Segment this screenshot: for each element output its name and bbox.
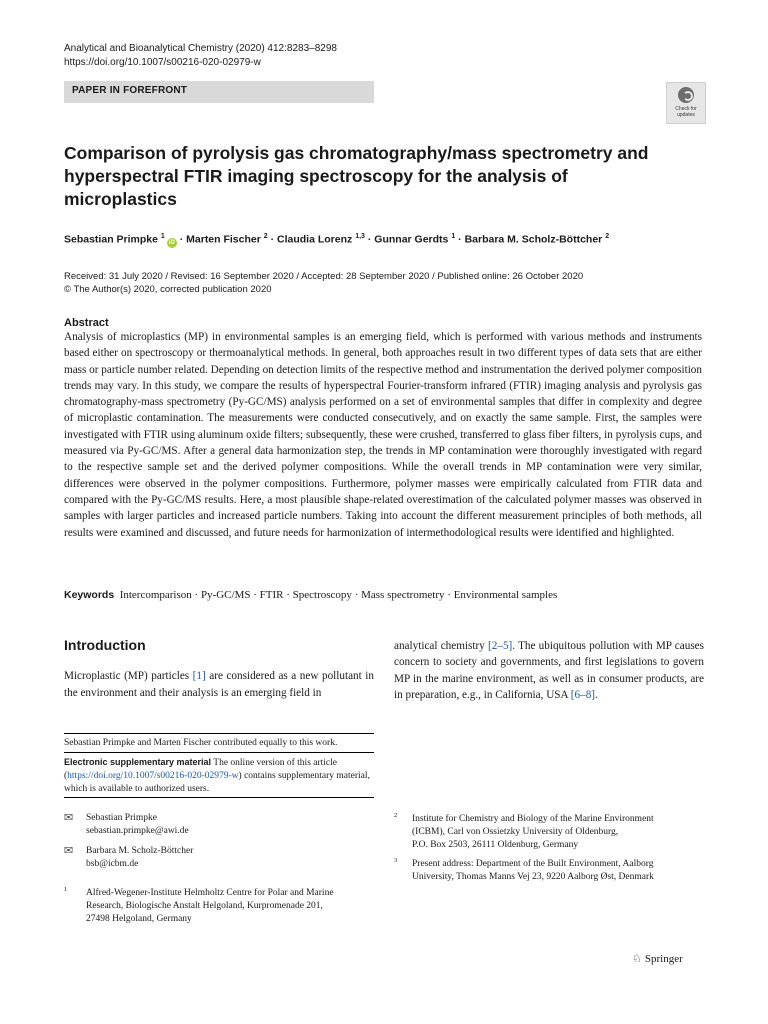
keyword: Environmental samples <box>453 589 558 601</box>
affiliation-number: 1 <box>64 886 68 893</box>
check-updates-circle-icon <box>678 87 694 103</box>
article-type-label: PAPER IN FOREFRONT <box>72 85 188 96</box>
keyword-separator: · <box>191 589 201 601</box>
author-separator: · <box>176 233 187 246</box>
contact-email[interactable]: bsb@icbm.de <box>86 859 139 869</box>
abstract-heading: Abstract <box>64 317 109 329</box>
keyword: Py-GC/MS <box>200 589 251 601</box>
citation-link[interactable]: [6–8] <box>570 688 596 701</box>
keyword: Spectroscopy <box>292 589 352 601</box>
footnote-divider <box>64 733 374 734</box>
author-affiliation-number: 1,3 <box>355 233 365 240</box>
author-name[interactable]: Marten Fischer <box>186 233 261 246</box>
intro-text: . The ubiquitous pollution with MP causes concern to society and governments, and first legislations to govern MP in the marine environment, as well as in consumer products, are in preparation, e.g., in California, USA <box>394 640 704 701</box>
check-for-updates-icon[interactable] <box>666 82 706 124</box>
author-separator: · <box>364 233 375 246</box>
contact-email[interactable]: sebastian.primpke@awi.de <box>86 826 189 836</box>
springer-horse-icon: ♘ <box>632 953 642 965</box>
affiliation-number: 2 <box>394 812 398 819</box>
esm-label: Electronic supplementary material <box>64 757 212 767</box>
envelope-icon: ✉ <box>64 812 74 824</box>
affiliation-line: University, Thomas Manns Vej 23, 9220 Aalborg Øst, Denmark <box>412 872 654 882</box>
contact-block <box>86 845 193 871</box>
copyright-notice: © The Author(s) 2020, corrected publication 2020 <box>64 284 272 295</box>
citation-link[interactable]: [2–5] <box>488 640 513 652</box>
author-separator: · <box>455 233 465 246</box>
contact-name: Sebastian Primpke <box>86 813 157 823</box>
check-updates-line2: updates <box>677 112 695 118</box>
affiliation <box>412 858 654 884</box>
author-affiliation-number: 1 <box>160 233 165 240</box>
affiliation-line: Present address: Department of the Built Environment, Aalborg <box>412 859 654 869</box>
keyword-separator: · <box>283 589 293 601</box>
intro-text: are considered as a new pollutant in the environment and their analysis is an emerging field in <box>64 670 374 699</box>
affiliation-line: Institute for Chemistry and Biology of the Marine Environment <box>412 814 654 824</box>
paper-title: Comparison of pyrolysis gas chromatography/mass spectrometry and hyperspectral FTIR imaging spectroscopy for the analysis of microplastics <box>64 143 649 209</box>
orcid-icon[interactable]: iD <box>168 239 175 246</box>
affiliation <box>412 813 654 852</box>
equal-contribution-note: Sebastian Primpke and Marten Fischer contributed equally to this work. <box>64 738 338 748</box>
affiliation-number: 3 <box>394 857 398 864</box>
affiliation <box>86 887 334 926</box>
envelope-icon: ✉ <box>64 845 74 857</box>
author-affiliation-number: 2 <box>605 233 610 240</box>
article-type-banner <box>64 81 374 103</box>
esm-text: The online version of this article ( <box>64 758 337 781</box>
intro-text: Microplastic (MP) particles <box>64 670 193 682</box>
author-name[interactable]: Claudia Lorenz <box>277 233 353 246</box>
intro-text: analytical chemistry <box>394 640 489 652</box>
affiliation-line: Research, Biologische Anstalt Helgoland, Kurpromenade 201, <box>86 901 323 911</box>
citation-link[interactable]: [1] <box>192 670 206 682</box>
keyword-separator: · <box>351 589 362 601</box>
intro-text: . <box>595 688 598 701</box>
contact-name: Barbara M. Scholz-Böttcher <box>86 846 194 856</box>
introduction-heading: Introduction <box>64 637 146 653</box>
publisher-name: Springer <box>644 953 683 965</box>
keyword: Intercomparison <box>119 589 192 601</box>
author-separator: · <box>267 233 278 246</box>
keywords-label: Keywords <box>64 589 115 601</box>
keyword-separator: · <box>444 589 454 601</box>
keyword: Mass spectrometry <box>361 589 445 601</box>
esm-link[interactable]: https://doi.org/10.1007/s00216-020-02979-w <box>67 771 239 781</box>
supplementary-material-note <box>64 756 374 796</box>
author-list <box>64 230 744 248</box>
check-updates-line1: Check for <box>675 106 697 112</box>
introduction-right-column <box>394 638 704 703</box>
keyword-separator: · <box>250 589 260 601</box>
contact-block <box>86 812 189 838</box>
affiliation-line: P.O. Box 2503, 26111 Oldenburg, Germany <box>412 840 579 850</box>
esm-text: ) contains supplementary material, which is available to authorized users. <box>64 771 370 794</box>
author-name[interactable]: Sebastian Primpke <box>64 233 158 246</box>
author-name[interactable]: Barbara M. Scholz-Böttcher <box>464 233 603 246</box>
affiliation-line: 27498 Helgoland, Germany <box>86 914 192 924</box>
affiliation-line: (ICBM), Carl von Ossietzky University of Oldenburg, <box>412 827 619 837</box>
publisher-logo <box>632 952 683 966</box>
publication-dates: Received: 31 July 2020 / Revised: 16 September 2020 / Accepted: 28 September 2020 / Published online: 26 October 2020 <box>64 271 584 282</box>
footnote-divider <box>64 797 374 798</box>
author-affiliation-number: 2 <box>263 233 268 240</box>
footnote-divider <box>64 752 374 753</box>
doi-link[interactable]: https://doi.org/10.1007/s00216-020-02979-w <box>64 57 261 68</box>
author-affiliation-number: 1 <box>451 233 456 240</box>
keyword: FTIR <box>259 589 284 601</box>
introduction-left-column <box>64 668 374 701</box>
affiliation-line: Alfred-Wegener-Institute Helmholtz Centre for Polar and Marine <box>86 888 334 898</box>
author-name[interactable]: Gunnar Gerdts <box>374 233 449 246</box>
keywords-line <box>64 588 704 602</box>
abstract-body: Analysis of microplastics (MP) in environmental samples is an emerging field, which is performed with various methods and instruments based either on spectroscopy or thermoanalytical methods. In general, both approaches result in two different types of data sets that are either mass or particle number related. Depending on detection limits of the respective method and instrumentation the derived polymer composition trends may vary. In this study, we compare the results of hyperspectral Fourier-transform infrared (FTIR) imaging analysis and pyrolysis gas chromatography-mass spectrometry (Py-GC/MS) analysis performed on a set of environmental samples that differ in complexity and degree of microplastic contamination. The measurements were conducted consecutively, and on exactly the same sample. First, the samples were investigated with FTIR using aluminum oxide filters; subsequently, these were crushed, transferred to glass fiber filters, in pyrolysis cups, and measured via Py-GC/MS. After a general data harmonization step, the trends in MP contamination were thoroughly investigated with regard to the respective sample set and the derived polymer compositions. While the overall trends in MP contamination were very similar, differences were observed in the polymer compositions. Furthermore, polymer masses were empirically calculated from FTIR data and compared with the Py-GC/MS results. Here, a most plausible shape-related overestimation of the calculated polymer masses was observed in samples with larger particles and increased particle numbers. Taking into account the different measurement principles of both methods, all results were examined and discussed, and future needs for harmonization of intermethodological results were identified and highlighted. <box>64 331 702 539</box>
journal-citation: Analytical and Bioanalytical Chemistry (2020) 412:8283–8298 <box>64 43 337 54</box>
